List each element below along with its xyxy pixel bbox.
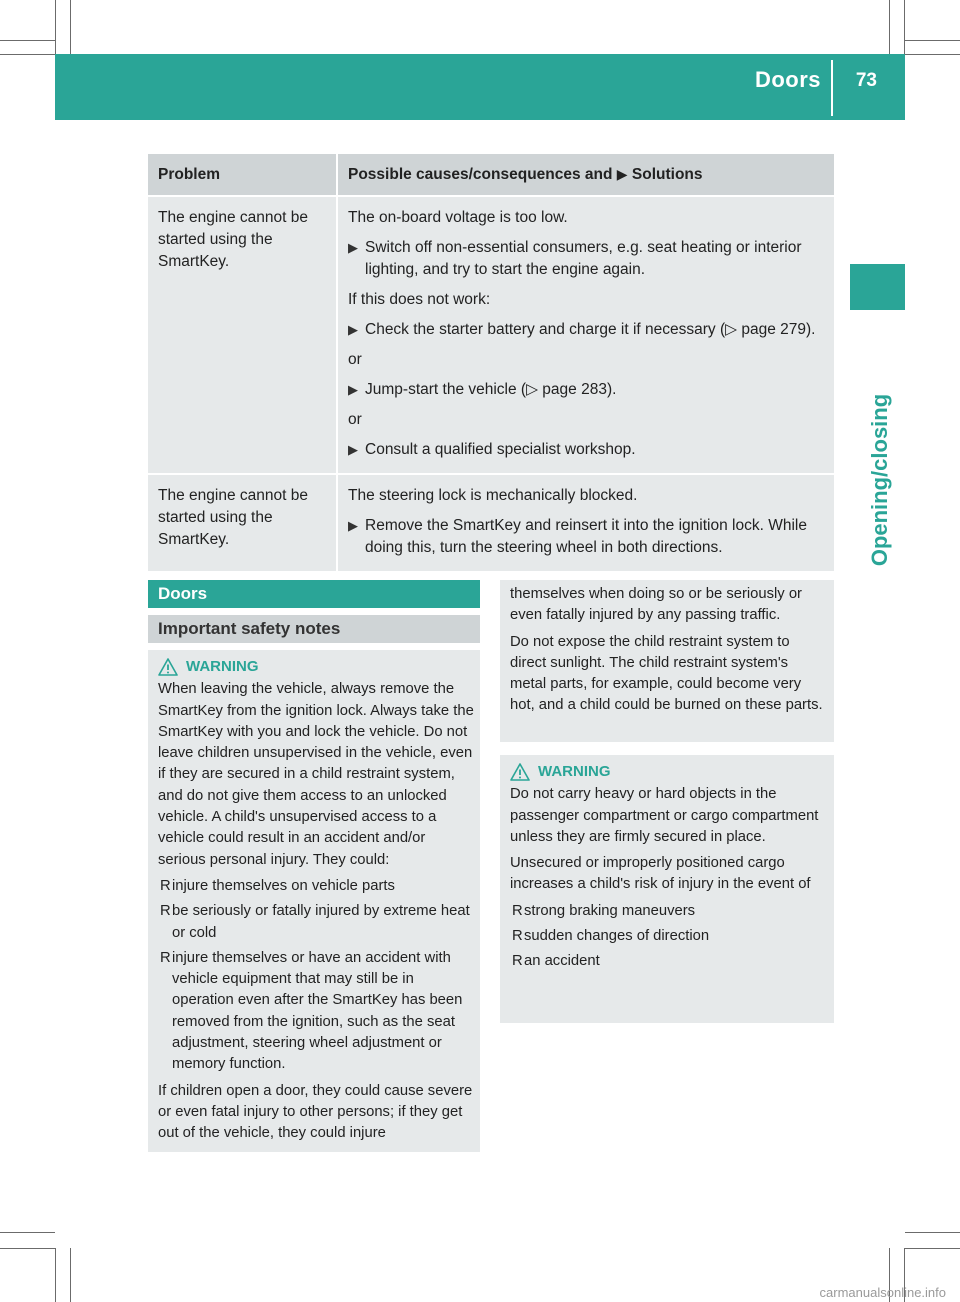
- warning-paragraph: Do not carry heavy or hard objects in the passenger compartment or cargo compartment unless they are firmly secured in place.: [510, 786, 819, 845]
- crop-mark: [70, 1248, 71, 1302]
- solution-step: [348, 319, 826, 341]
- column-header-solutions-prefix: Possible causes/consequences and: [348, 166, 613, 183]
- crop-mark: [889, 0, 890, 54]
- doors-heading: Doors: [148, 580, 480, 608]
- crop-mark: [70, 0, 71, 54]
- list-item-text: injure themselves on vehicle parts: [172, 877, 395, 894]
- bullet-icon: R: [512, 953, 523, 970]
- warning-paragraph: themselves when doing so or be seriously or even fatally injured by any passing traffic.: [510, 586, 802, 624]
- condition-text: If this does not work:: [348, 291, 491, 308]
- bullet-icon: R: [160, 903, 171, 920]
- crop-mark: [905, 1248, 960, 1249]
- crop-mark: [905, 40, 960, 41]
- step-text: Remove the SmartKey and reinsert it into the ignition lock. While doing this, turn the steering wheel in both directions.: [365, 517, 807, 556]
- crop-mark: [905, 1232, 960, 1233]
- table-header-row: [148, 154, 834, 195]
- crop-mark: [55, 1248, 56, 1302]
- page-number: 73: [855, 70, 877, 91]
- troubleshooting-table: [148, 154, 834, 571]
- crop-mark: [0, 1248, 55, 1249]
- step-arrow-icon: ▶: [348, 382, 358, 397]
- crop-mark: [0, 54, 55, 55]
- step-text: Jump-start the vehicle (▷ page 283).: [365, 381, 617, 398]
- list-item-text: sudden changes of direction: [524, 928, 710, 945]
- warning-paragraph: When leaving the vehicle, always remove the SmartKey from the ignition lock. Always take the SmartKey with you and lock the vehicle. Do not leave children unsupervised in the vehicle, even if they are secured in a child restraint system, and do not give them access to an unlocked vehicle. A child's unsupervised access to a vehicle could result in an accident and/or serious personal injury. They could:: [158, 681, 474, 868]
- crop-mark: [55, 0, 56, 54]
- warning-title-text: WARNING: [186, 658, 259, 675]
- bullet-icon: R: [160, 877, 171, 894]
- problem-cell: The engine cannot be started using the SmartKey.: [148, 473, 338, 571]
- list-item: [158, 901, 474, 944]
- list-item: [158, 876, 474, 897]
- step-arrow-icon: ▶: [348, 442, 358, 457]
- step-text: Check the starter battery and charge it if necessary (▷ page 279).: [365, 321, 816, 338]
- solution-cell: [338, 195, 834, 473]
- warning-triangle-icon: [510, 763, 530, 781]
- bullet-icon: R: [512, 928, 523, 945]
- warning-bullet-list: [158, 876, 474, 1076]
- step-arrow-icon: ▶: [348, 240, 358, 255]
- warning-title: [158, 656, 474, 677]
- warning-box: [148, 650, 480, 1152]
- crop-mark: [905, 54, 960, 55]
- warning-paragraph: Unsecured or improperly positioned cargo increases a child's risk of injury in the event of: [510, 855, 811, 893]
- solution-cell: [338, 473, 834, 571]
- list-item-text: strong braking maneuvers: [524, 902, 696, 919]
- list-item: [510, 901, 828, 922]
- list-item: [510, 951, 828, 972]
- chapter-tab: [850, 264, 905, 310]
- step-arrow-icon: ▶: [348, 518, 358, 533]
- chapter-label: Opening/closing: [867, 393, 892, 567]
- column-header-problem: Problem: [148, 154, 338, 195]
- table-row: [148, 473, 834, 571]
- solution-step: [348, 515, 826, 559]
- column-header-solutions: [338, 154, 834, 195]
- cause-text: The on-board voltage is too low.: [348, 209, 568, 226]
- list-item: [510, 926, 828, 947]
- cause-text: The steering lock is mechanically blocked.: [348, 487, 638, 504]
- warning-triangle-icon: [158, 658, 178, 676]
- column-header-solutions-suffix: Solutions: [631, 166, 703, 183]
- or-text: or: [348, 351, 362, 368]
- solution-step: [348, 379, 826, 401]
- step-text: Switch off non-essential consumers, e.g. seat heating or interior lighting, and try to start the engine again.: [365, 239, 802, 278]
- warning-bullet-list: [510, 901, 828, 973]
- section-title: Doors: [754, 67, 821, 92]
- step-arrow-icon: ▶: [616, 166, 628, 182]
- or-text: or: [348, 411, 362, 428]
- problem-cell: The engine cannot be started using the SmartKey.: [148, 195, 338, 473]
- warning-box: [500, 755, 834, 1023]
- step-text: Consult a qualified specialist workshop.: [365, 441, 636, 458]
- list-item: [158, 948, 474, 1076]
- solution-step: [348, 439, 826, 461]
- list-item-text: be seriously or fatally injured by extreme heat or cold: [172, 903, 470, 941]
- safety-notes-heading: Important safety notes: [148, 615, 480, 643]
- solution-step: [348, 237, 826, 281]
- crop-mark: [0, 1232, 55, 1233]
- step-arrow-icon: ▶: [348, 322, 358, 337]
- header-divider: [831, 60, 833, 116]
- bullet-icon: R: [160, 949, 171, 966]
- warning-paragraph: Do not expose the child restraint system to direct sunlight. The child restraint system's metal parts, for example, could become very hot, and a child could be burned on these parts.: [510, 633, 823, 714]
- list-item-text: an accident: [524, 953, 600, 970]
- table-row: [148, 195, 834, 473]
- list-item-text: injure themselves or have an accident with vehicle equipment that may still be in operation even after the SmartKey has been removed from the ignition, such as the seat adjustment, steering wheel adjustment or memory function.: [172, 949, 463, 1073]
- page-header: [55, 54, 905, 120]
- warning-title: [510, 761, 828, 782]
- footer-watermark: carmanualsonline.info: [819, 1285, 946, 1300]
- bullet-icon: R: [512, 902, 523, 919]
- warning-box-continued: [500, 580, 834, 742]
- warning-paragraph: If children open a door, they could cause severe or even fatal injury to other persons; if they get out of the vehicle, they could injure: [158, 1082, 473, 1142]
- crop-mark: [904, 0, 905, 54]
- warning-title-text: WARNING: [538, 763, 611, 780]
- crop-mark: [0, 40, 55, 41]
